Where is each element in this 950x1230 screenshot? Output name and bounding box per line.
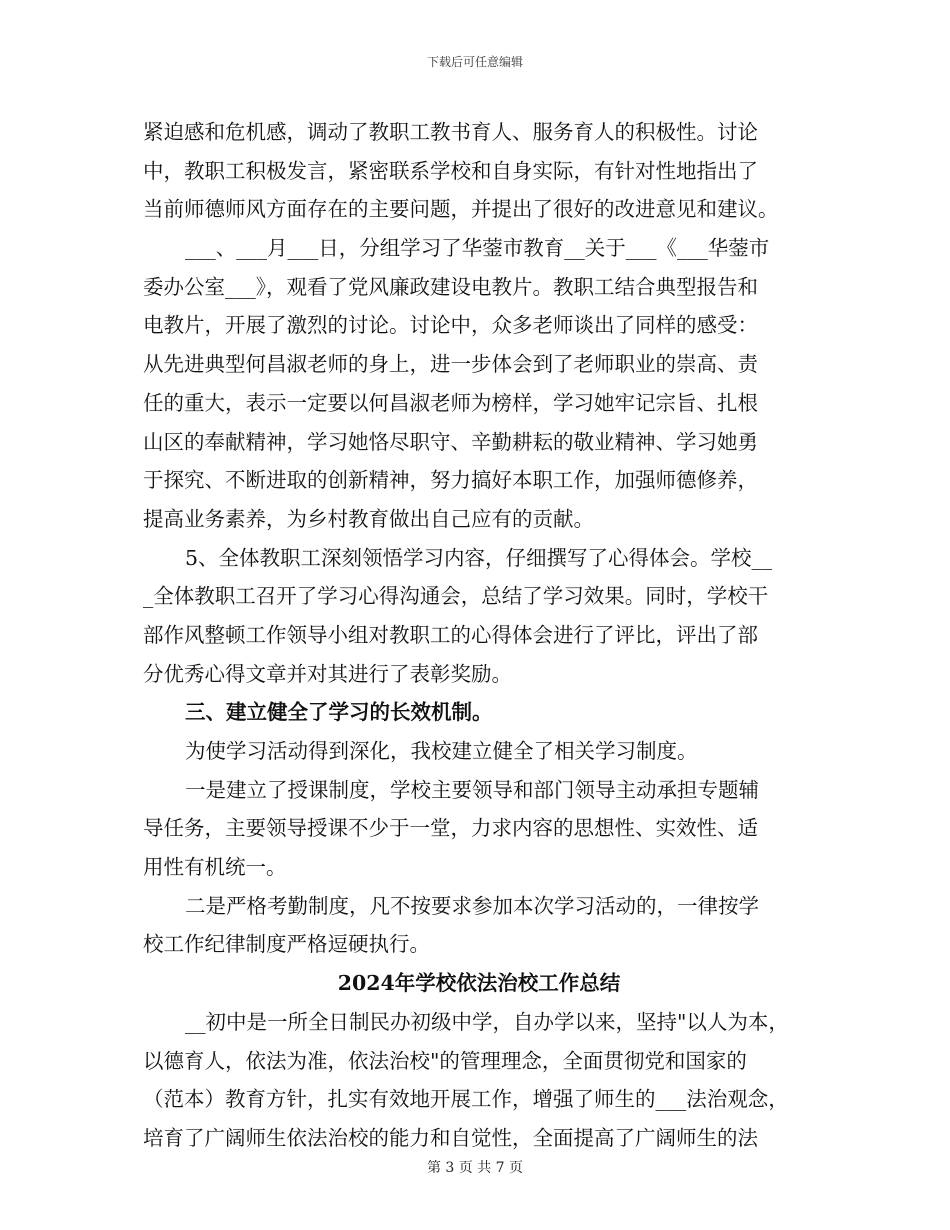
text-line: 于探究、不断进取的创新精神，努力搞好本职工作，加强师德修养， [143, 468, 758, 493]
text-line: 委办公室___》，观看了党风廉政建设电教片。教职工结合典型报告和 [143, 274, 758, 299]
text-line: ___、___月___日，分组学习了华蓥市教育__关于___《___华蓥市 [185, 236, 770, 261]
text-line: 部作风整顿工作领导小组对教职工的心得体会进行了评比，评出了部 [143, 622, 758, 647]
section-heading: 三、建立健全了学习的长效机制。 [185, 700, 493, 725]
page-header: 下载后可任意编辑 [426, 55, 523, 69]
text-line: 以德育人，依法为准，依法治校"的管理理念，全面贯彻党和国家的 [143, 1048, 747, 1073]
text-line: 一是建立了授课制度，学校主要领导和部门领导主动承担专题辅 [185, 777, 759, 802]
section-title: 2024年学校依法治校工作总结 [337, 971, 621, 996]
text-line: 培育了广阔师生依法治校的能力和自觉性，全面提高了广阔师生的法 [143, 1125, 758, 1150]
text-line: _全体教职工召开了学习心得沟通会，总结了学习效果。同时，学校干 [143, 584, 769, 609]
document-body [143, 113, 815, 1158]
text-line: 用性有机统一。 [143, 855, 287, 880]
text-line: 5、全体教职工深刻领悟学习内容，仔细撰写了心得体会。学校__ [185, 545, 773, 570]
text-line: 二是严格考勤制度，凡不按要求参加本次学习活动的，一律按学 [185, 893, 759, 918]
text-line: 从先进典型何昌淑老师的身上，进一步体会到了老师职业的崇高、责 [143, 352, 758, 377]
text-line: 提高业务素养，为乡村教育做出自己应有的贡献。 [143, 506, 594, 531]
text-line: 中，教职工积极发言，紧密联系学校和自身实际，有针对性地指出了 [143, 158, 758, 183]
text-line: __初中是一所全日制民办初级中学，自办学以来，坚持"以人为本， [185, 1009, 789, 1034]
text-line: 山区的奉献精神，学习她恪尽职守、辛勤耕耘的敬业精神、学习她勇 [143, 429, 758, 454]
text-line: 分优秀心得文章并对其进行了表彰奖励。 [143, 661, 512, 686]
text-line: 紧迫感和危机感，调动了教职工教书育人、服务育人的积极性。讨论 [143, 120, 758, 144]
text-line: 任的重大，表示一定要以何昌淑老师为榜样，学习她牢记宗旨、扎根 [143, 390, 758, 415]
text-line: （范本）教育方针，扎实有效地开展工作，增强了师生的___法治观念， [143, 1087, 789, 1112]
text-line: 校工作纪律制度严格逗硬执行。 [143, 932, 430, 957]
text-line: 导任务，主要领导授课不少于一堂，力求内容的思想性、实效性、适 [143, 816, 758, 841]
page-footer: 第 3 页 共 7 页 [426, 1160, 524, 1176]
text-line: 当前师德师风方面存在的主要问题，并提出了很好的改进意见和建议。 [143, 197, 779, 222]
text-line: 电教片，开展了激烈的讨论。讨论中，众多老师谈出了同样的感受： [143, 313, 758, 338]
text-line: 为使学习活动得到深化，我校建立健全了相关学习制度。 [185, 739, 698, 763]
